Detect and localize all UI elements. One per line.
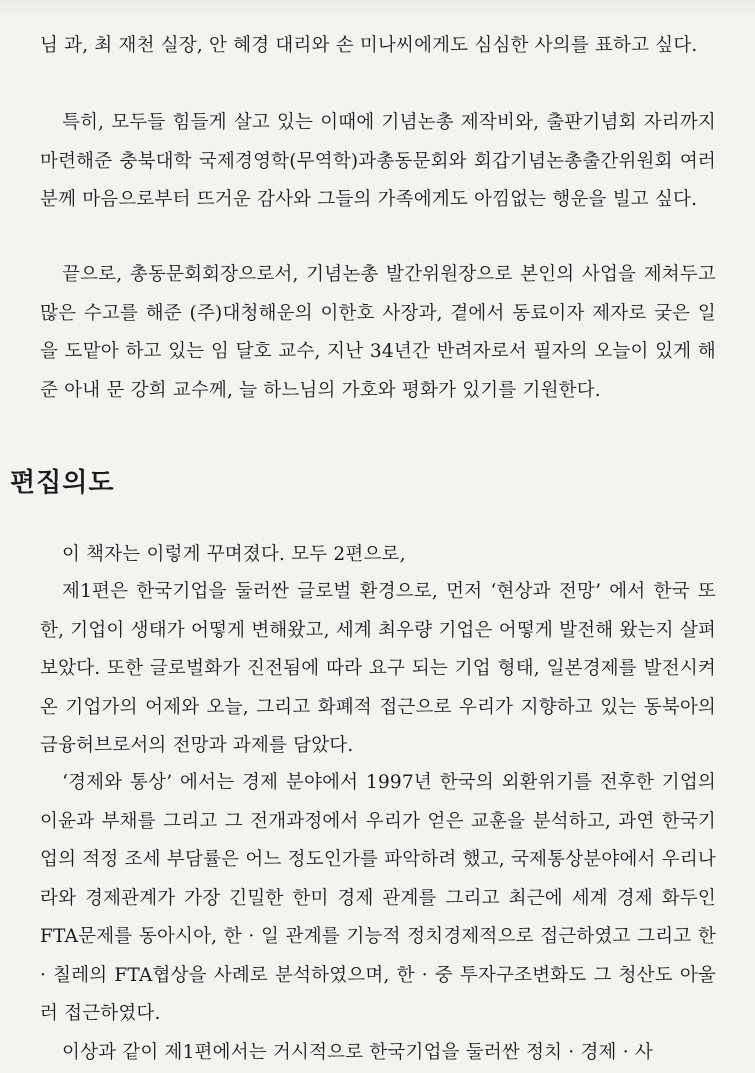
body-paragraph-acknowledgement-2: 특히, 모두들 힘들게 살고 있는 이때에 기념논총 제작비와, 출판기념회 자리까지 마련해준 충북대학 국제경영학(무역학)과총동문회와 회갑기념논총출간위원회 여러분께 마음으로부터 뜨거운 감사와 그들의 가족에게도 아낌없는 행운을 빌고 싶다. (40, 112, 716, 210)
section-heading: 편집의도 (10, 468, 115, 498)
body-paragraph-economy-trade: ‘경제와 통상’ 에서는 경제 분야에서 1997년 한국의 외환위기를 전후한 기업의 이윤과 부채를 그리고 그 전개과정에서 우리가 얻은 교훈을 분석하고, 과연 한국기업의 적정 조세 부담률은 어느 정도인가를 파악하려 했고, 국제통상분야에서 우리나라와 경제관계가 가장 긴밀한 한미 경제 관계를 그리고 최근에 세계 경제 화두인 FTA문제를 동아시아, 한 · 일 관계를 기능적 정치경제적으로 접근하였고 그리고 한 · 칠레의 FTA협상을 사례로 분석하였으며, 한 · 중 투자구조변화도 그 청산도 아울러 접근하였다. (40, 772, 716, 1024)
body-paragraph-acknowledgement-3: 끝으로, 총동문회회장으로서, 기념논총 발간위원장으로 본인의 사업을 제쳐두고 많은 수고를 해준 (주)대청해운의 이한호 사장과, 곁에서 동료이자 제자로 궂은 일을 도맡아 하고 있는 임 달호 교수, 지난 34년간 반려자로서 필자의 오늘이 있게 해 준 아내 문 강희 교수께, 늘 하느님의 가호와 평화가 있기를 기원한다. (40, 264, 716, 401)
body-paragraph-intro: 이 책자는 이렇게 꾸며졌다. 모두 2편으로, (62, 544, 406, 565)
body-paragraph-acknowledgement-1: 님 과, 최 재천 실장, 안 혜경 대리와 손 미나씨에게도 심심한 사의를 표하고 싶다. (40, 35, 698, 56)
body-paragraph-part1: 제1편은 한국기업을 둘러싼 글로벌 환경으로, 먼저 ‘현상과 전망’ 에서 한국 또한, 기업이 생태가 어떻게 변해왔고, 세계 최우량 기업은 어떻게 발전해 왔는지 살펴보았다. 또한 글로벌화가 진전됨에 따라 요구 되는 기업 형태, 일본경제를 발전시켜온 기업가의 어제와 오늘, 그리고 화폐적 접근으로 우리가 지향하고 있는 동북아의 금융허브로서의 전망과 과제를 담았다. (40, 581, 716, 756)
body-paragraph-summary: 이상과 같이 제1편에서는 거시적으로 한국기업을 둘러싼 정치 · 경제 · 사 (62, 1042, 653, 1063)
page-top-edge (0, 0, 755, 18)
